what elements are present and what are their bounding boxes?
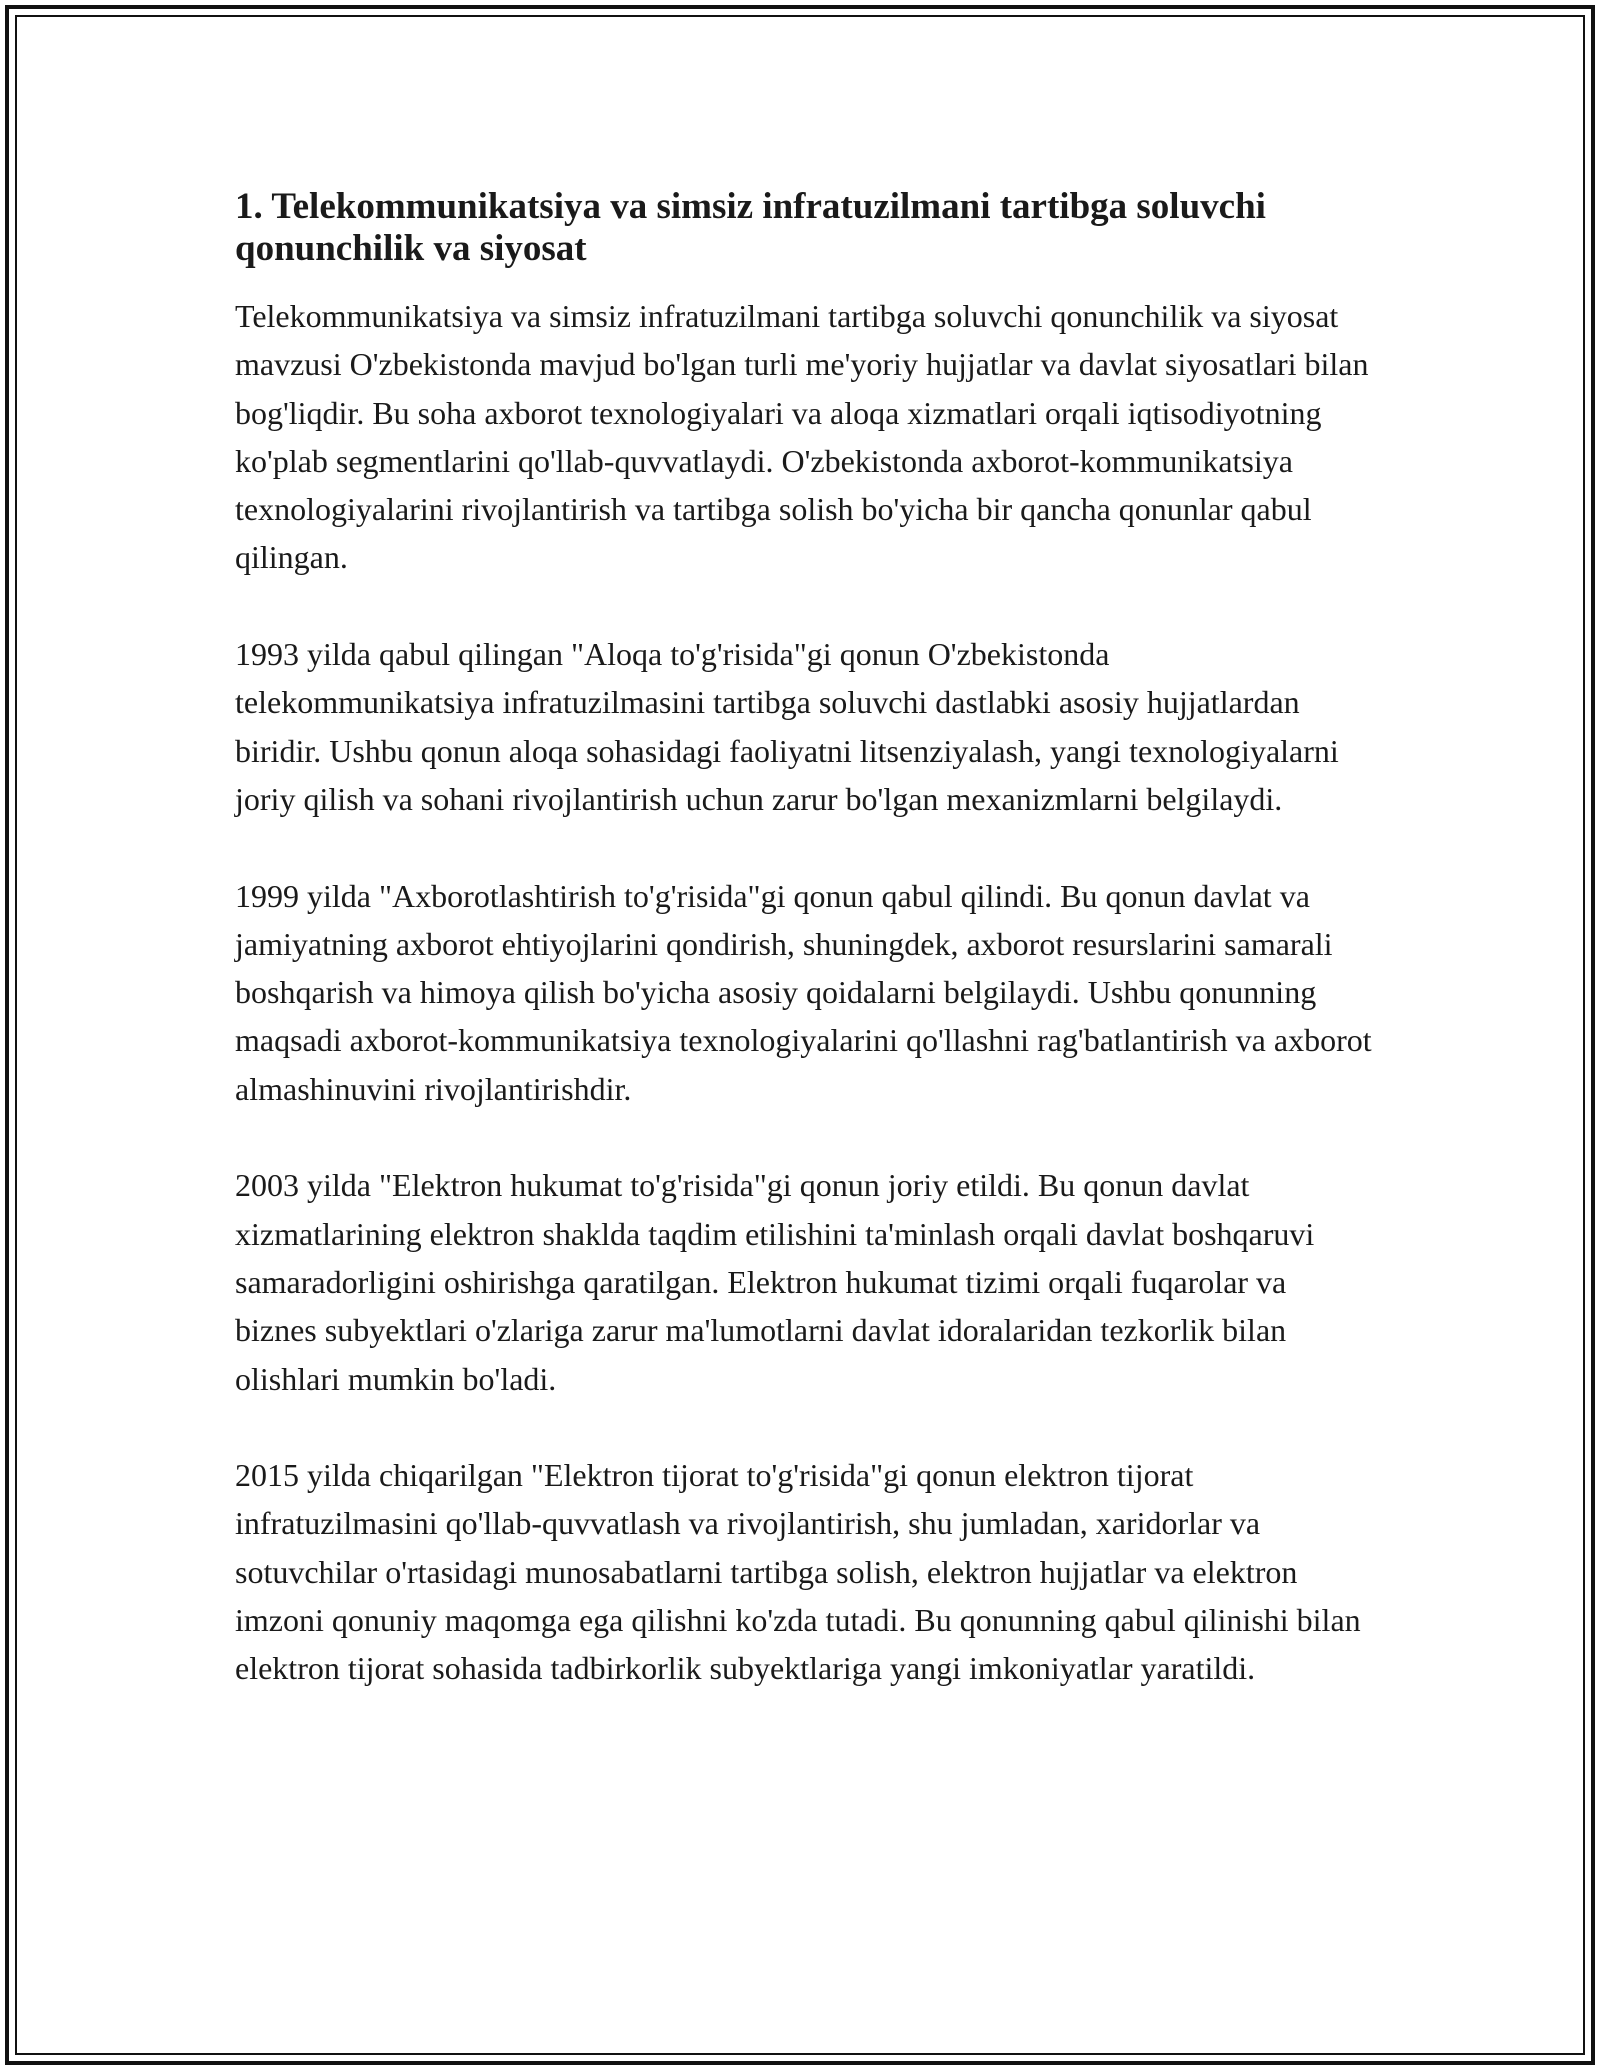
paragraph-2003-law: 2003 yilda "Elektron hukumat to'g'risida"gi qonun joriy etildi. Bu qonun davlat xizmatlarining elektron shaklda taqdim etilishini ta'minlash orqali davlat boshqaruvi samaradorligini oshirishga qaratilgan. Elektron hukumat tizimi orqali fuqarolar va biznes subyektlari o'zlariga zarur ma'lumotlarni davlat idoralaridan tezkorlik bilan olishlari mumkin bo'ladi. — [235, 1167, 1315, 1397]
paragraph-2015-law: 2015 yilda chiqarilgan "Elektron tijorat to'g'risida"gi qonun elektron tijorat infratuzilmasini qo'llab-quvvatlash va rivojlantirish, shu jumladan, xaridorlar va sotuvchilar o'rtasidagi munosabatlarni tartibga solish, elektron hujjatlar va elektron imzoni qonuniy maqomga ega qilishni ko'zda tutadi. Bu qonunning qabul qilinishi bilan elektron tijorat sohasida tadbirkorlik subyektlariga yangi imkoniyatlar yaratildi. — [235, 1457, 1361, 1687]
paragraph-intro: Telekommunikatsiya va simsiz infratuzilmani tartibga soluvchi qonunchilik va siyosat mavzusi O'zbekistonda mavjud bo'lgan turli me'yoriy hujjatlar va davlat siyosatlari bilan bog'liqdir. Bu soha axborot texnologiyalari va aloqa xizmatlari orqali iqtisodiyotning ko'plab segmentlarini qo'llab-quvvatlaydi. O'zbekistonda axborot-kommunikatsiya texnologiyalarini rivojlantirish va tartibga solish bo'yicha bir qancha qonunlar qabul qilingan. — [235, 298, 1369, 576]
paragraph-1999-law: 1999 yilda "Axborotlashtirish to'g'risida"gi qonun qabul qilindi. Bu qonun davlat va jamiyatning axborot ehtiyojlarini qondirish, shuningdek, axborot resurslarini samarali boshqarish va himoya qilish bo'yicha asosiy qoidalarni belgilaydi. Ushbu qonunning maqsadi axborot-kommunikatsiya texnologiyalarini qo'llashni rag'batlantirish va axborot almashinuvini rivojlantirishdir. — [235, 877, 1372, 1107]
paragraph-1993-law: 1993 yilda qabul qilingan "Aloqa to'g'risida"gi qonun O'zbekistonda telekommunikatsiya infratuzilmasini tartibga soluvchi dastlabki asosiy hujjatlardan biridir. Ushbu qonun aloqa sohasidagi faoliyatni litsenziyalash, yangi texnologiyalarni joriy qilish va sohani rivojlantirish uchun zarur bo'lgan mexanizmlarni belgilaydi. — [235, 636, 1339, 817]
document-body — [235, 186, 1375, 1693]
section-heading: 1. Telekommunikatsiya va simsiz infratuzilmani tartibga soluvchi qonunchilik va siyosat — [235, 186, 1266, 269]
